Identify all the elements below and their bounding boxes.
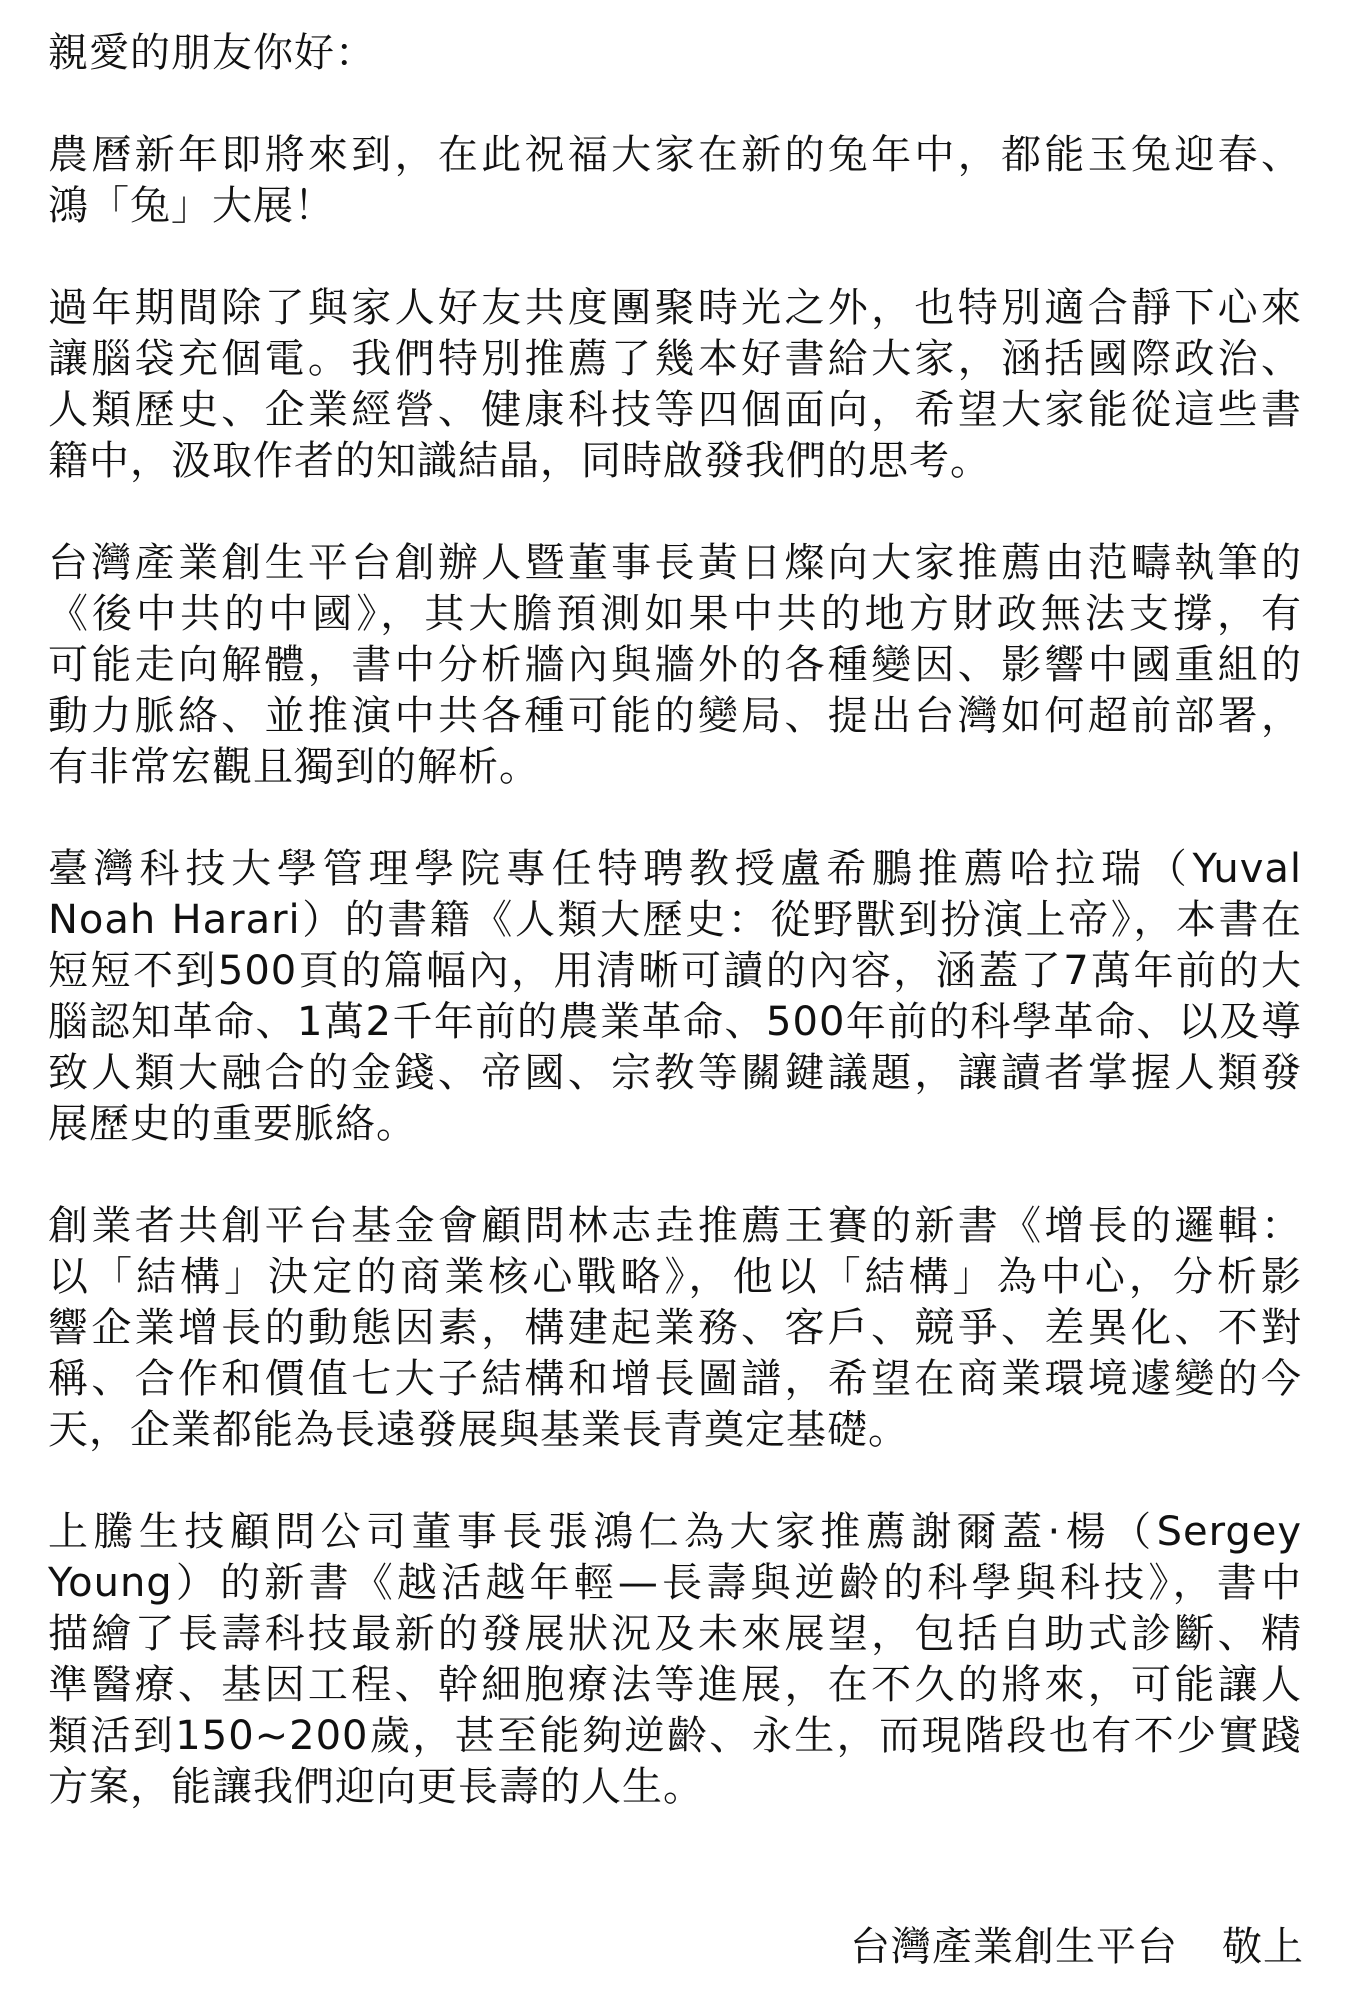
paragraph-line: 籍中，汲取作者的知識結晶，同時啟發我們的思考。 [48, 438, 991, 484]
paragraph [48, 130, 1302, 232]
paragraph-list [48, 130, 1302, 1813]
signature-organization: 台灣產業創生平台 [850, 1924, 1178, 1970]
paragraph-line: 類活到150~200歲，甚至能夠逆齡、永生，而現階段也有不少實踐 [48, 1713, 1302, 1759]
paragraph-line: 創業者共創平台基金會顧問林志垚推薦王賽的新書《增長的邏輯： [48, 1203, 1302, 1249]
paragraph [48, 1507, 1302, 1813]
paragraph-line: 《後中共的中國》，其大膽預測如果中共的地方財政無法支撐，有 [48, 591, 1302, 637]
paragraph-line: 過年期間除了與家人好友共度團聚時光之外，也特別適合靜下心來 [48, 285, 1302, 331]
paragraph-line: 人類歷史、企業經營、健康科技等四個面向，希望大家能從這些書 [48, 387, 1302, 433]
paragraph-line: 鴻「兔」大展！ [48, 183, 335, 229]
paragraph-line: 致人類大融合的金錢、帝國、宗教等關鍵議題，讓讀者掌握人類發 [48, 1050, 1302, 1096]
paragraph-line: 動力脈絡、並推演中共各種可能的變局、提出台灣如何超前部署， [48, 693, 1302, 739]
paragraph-line: 以「結構」決定的商業核心戰略》，他以「結構」為中心，分析影 [48, 1254, 1302, 1300]
signature [850, 1922, 1304, 1973]
paragraph-line: 稱、合作和價值七大子結構和增長圖譜，希望在商業環境遽變的今 [48, 1356, 1302, 1402]
paragraph-line: Noah Harari）的書籍《人類大歷史：從野獸到扮演上帝》，本書在 [48, 897, 1302, 943]
paragraph [48, 538, 1302, 793]
paragraph-line: 臺灣科技大學管理學院專任特聘教授盧希鵬推薦哈拉瑞（Yuval [48, 846, 1302, 892]
paragraph-line: 短短不到500頁的篇幅內，用清晰可讀的內容，涵蓋了7萬年前的大 [48, 948, 1302, 994]
paragraph-line: 天，企業都能為長遠發展與基業長青奠定基礎。 [48, 1407, 909, 1453]
paragraph-line: Young）的新書《越活越年輕—長壽與逆齡的科學與科技》，書中 [48, 1560, 1302, 1606]
paragraph-line: 讓腦袋充個電。我們特別推薦了幾本好書給大家，涵括國際政治、 [48, 336, 1302, 382]
paragraph-line: 腦認知革命、1萬2千年前的農業革命、500年前的科學革命、以及導 [48, 999, 1302, 1045]
greeting-line: 親愛的朋友你好： [48, 30, 376, 76]
paragraph-line: 方案，能讓我們迎向更長壽的人生。 [48, 1764, 704, 1810]
paragraph [48, 283, 1302, 487]
paragraph-line: 描繪了長壽科技最新的發展狀況及未來展望，包括自助式診斷、精 [48, 1611, 1302, 1657]
paragraph-line: 有非常宏觀且獨到的解析。 [48, 744, 540, 790]
signature-closing: 敬上 [1222, 1924, 1304, 1970]
paragraph-line: 可能走向解體，書中分析牆內與牆外的各種變因、影響中國重組的 [48, 642, 1302, 688]
paragraph-line: 響企業增長的動態因素，構建起業務、客戶、競爭、差異化、不對 [48, 1305, 1302, 1351]
paragraph-line: 農曆新年即將來到，在此祝福大家在新的兔年中，都能玉兔迎春、 [48, 132, 1302, 178]
letter-body [48, 28, 1302, 1864]
paragraph [48, 844, 1302, 1150]
paragraph-line: 準醫療、基因工程、幹細胞療法等進展，在不久的將來，可能讓人 [48, 1662, 1302, 1708]
paragraph-line: 展歷史的重要脈絡。 [48, 1101, 417, 1147]
paragraph-line: 上騰生技顧問公司董事長張鴻仁為大家推薦謝爾蓋·楊（Sergey [48, 1509, 1302, 1555]
paragraph [48, 1201, 1302, 1456]
paragraph-line: 台灣產業創生平台創辦人暨董事長黃日燦向大家推薦由范疇執筆的 [48, 540, 1302, 586]
